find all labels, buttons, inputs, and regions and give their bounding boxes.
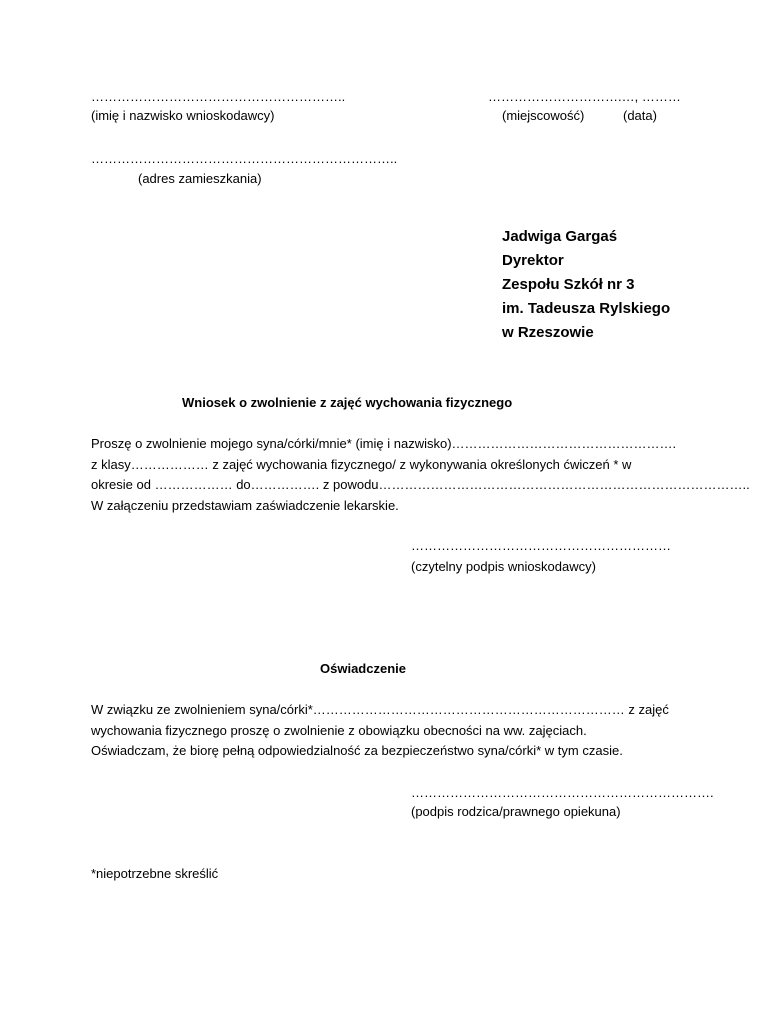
addressee-school-patron: im. Tadeusza Rylskiego (502, 300, 671, 317)
statement-line: wychowania fizycznego proszę o zwolnienie z obowiązku obecności na ww. zajęciach. (91, 722, 587, 738)
place-date-dots: ………………………….…, ……… (488, 89, 681, 104)
addressee-name: Jadwiga Gargaś (502, 228, 618, 245)
statement-title: Oświadczenie (320, 661, 406, 676)
addressee-school: Zespołu Szkół nr 3 (502, 276, 635, 293)
request-line: W załączeniu przedstawiam zaświadczenie lekarskie. (91, 497, 399, 513)
request-signature-label: (czytelny podpis wnioskodawcy) (411, 559, 596, 574)
date-label: (data) (623, 108, 657, 123)
place-label: (miejscowość) (502, 108, 585, 123)
statement-signature-dots: ……………………………………………………………. (411, 785, 714, 800)
request-signature-dots: …………………………………………………… (411, 538, 671, 553)
address-dots: …………………………………………………………….. (91, 151, 398, 166)
statement-line: W związku ze zwolnieniem syna/córki*……………………………………………………………… z zajęć (91, 702, 669, 717)
addressee-city: w Rzeszowie (502, 324, 594, 341)
applicant-name-label: (imię i nazwisko wnioskodawcy) (91, 108, 275, 123)
statement-line: Oświadczam, że biorę pełną odpowiedzialność za bezpieczeństwo syna/córki* w tym czasie. (91, 743, 623, 758)
request-line: Proszę o zwolnienie mojego syna/córki/mnie* (imię i nazwisko)……………………………………………. (91, 436, 677, 451)
applicant-name-dots: ………………………………………………….. (91, 89, 346, 104)
footnote: *niepotrzebne skreślić (91, 866, 219, 881)
addressee-position: Dyrektor (502, 252, 564, 269)
request-line: z klasy……………… z zajęć wychowania fizycznego/ z wykonywania określonych ćwiczeń * w (91, 456, 632, 472)
address-label: (adres zamieszkania) (138, 171, 262, 186)
addressee-block (502, 225, 670, 345)
request-body (91, 434, 750, 516)
statement-signature-label: (podpis rodzica/prawnego opiekuna) (411, 804, 621, 819)
request-line: okresie od ……………… do……………. z powodu………………………………………………………………………….. (91, 477, 750, 492)
request-title: Wniosek o zwolnienie z zajęć wychowania fizycznego (182, 395, 513, 410)
statement-body (91, 700, 691, 762)
